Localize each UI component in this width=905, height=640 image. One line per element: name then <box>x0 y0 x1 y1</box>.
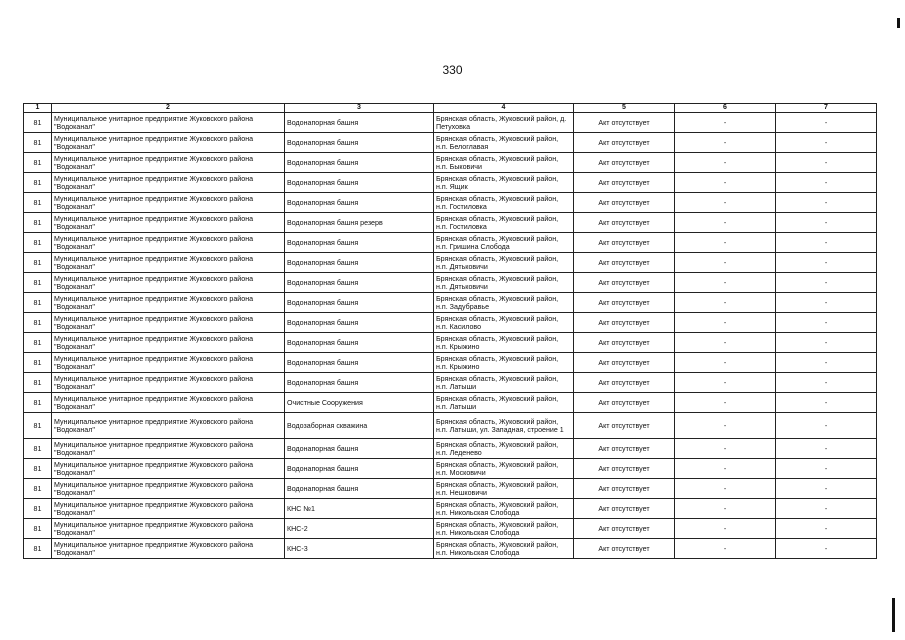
organization-cell: Муниципальное унитарное предприятие Жуковского района "Водоканал" <box>52 273 285 293</box>
row-number-cell: 81 <box>24 373 52 393</box>
act-status-cell: Акт отсутствует <box>574 293 675 313</box>
organization-cell: Муниципальное унитарное предприятие Жуковского района "Водоканал" <box>52 233 285 253</box>
column-7-cell: - <box>776 113 877 133</box>
organization-cell: Муниципальное унитарное предприятие Жуковского района "Водоканал" <box>52 499 285 519</box>
scan-edge-mark <box>897 18 900 28</box>
header-cell: 1 <box>24 104 52 113</box>
organization-cell: Муниципальное унитарное предприятие Жуковского района "Водоканал" <box>52 133 285 153</box>
header-cell: 3 <box>285 104 434 113</box>
column-6-cell: - <box>675 479 776 499</box>
row-number-cell: 81 <box>24 519 52 539</box>
act-status-cell: Акт отсутствует <box>574 333 675 353</box>
row-number-cell: 81 <box>24 193 52 213</box>
address-cell: Брянская область, Жуковский район, н.п. Касилово <box>434 313 574 333</box>
column-7-cell: - <box>776 373 877 393</box>
organization-cell: Муниципальное унитарное предприятие Жуковского района "Водоканал" <box>52 333 285 353</box>
organization-cell: Муниципальное унитарное предприятие Жуковского района "Водоканал" <box>52 193 285 213</box>
row-number-cell: 81 <box>24 413 52 439</box>
act-status-cell: Акт отсутствует <box>574 113 675 133</box>
address-cell: Брянская область, Жуковский район, н.п. Латыши <box>434 393 574 413</box>
object-name-cell: Водонапорная башня <box>285 233 434 253</box>
act-status-cell: Акт отсутствует <box>574 313 675 333</box>
row-number-cell: 81 <box>24 333 52 353</box>
table-row <box>24 213 877 233</box>
address-cell: Брянская область, Жуковский район, н.п. Крыжино <box>434 333 574 353</box>
column-6-cell: - <box>675 459 776 479</box>
column-7-cell: - <box>776 253 877 273</box>
column-6-cell: - <box>675 113 776 133</box>
column-6-cell: - <box>675 393 776 413</box>
column-6-cell: - <box>675 253 776 273</box>
object-name-cell: КНС-3 <box>285 539 434 559</box>
table-row <box>24 253 877 273</box>
column-7-cell: - <box>776 333 877 353</box>
address-cell: Брянская область, Жуковский район, н.п. Латыши <box>434 373 574 393</box>
registry-table <box>23 103 877 559</box>
column-6-cell: - <box>675 333 776 353</box>
object-name-cell: Водонапорная башня <box>285 373 434 393</box>
row-number-cell: 81 <box>24 293 52 313</box>
column-6-cell: - <box>675 233 776 253</box>
organization-cell: Муниципальное унитарное предприятие Жуковского района "Водоканал" <box>52 293 285 313</box>
column-6-cell: - <box>675 193 776 213</box>
column-7-cell: - <box>776 439 877 459</box>
column-6-cell: - <box>675 293 776 313</box>
organization-cell: Муниципальное унитарное предприятие Жуковского района "Водоканал" <box>52 113 285 133</box>
column-7-cell: - <box>776 133 877 153</box>
column-7-cell: - <box>776 413 877 439</box>
object-name-cell: Водонапорная башня <box>285 273 434 293</box>
organization-cell: Муниципальное унитарное предприятие Жуковского района "Водоканал" <box>52 459 285 479</box>
address-cell: Брянская область, Жуковский район, н.п. Ящик <box>434 173 574 193</box>
object-name-cell: Водозаборная скважина <box>285 413 434 439</box>
act-status-cell: Акт отсутствует <box>574 499 675 519</box>
row-number-cell: 81 <box>24 273 52 293</box>
act-status-cell: Акт отсутствует <box>574 213 675 233</box>
column-6-cell: - <box>675 413 776 439</box>
act-status-cell: Акт отсутствует <box>574 539 675 559</box>
column-7-cell: - <box>776 313 877 333</box>
object-name-cell: Водонапорная башня <box>285 253 434 273</box>
row-number-cell: 81 <box>24 313 52 333</box>
table-row <box>24 353 877 373</box>
act-status-cell: Акт отсутствует <box>574 439 675 459</box>
organization-cell: Муниципальное унитарное предприятие Жуковского района "Водоканал" <box>52 253 285 273</box>
act-status-cell: Акт отсутствует <box>574 353 675 373</box>
act-status-cell: Акт отсутствует <box>574 373 675 393</box>
column-6-cell: - <box>675 273 776 293</box>
column-7-cell: - <box>776 173 877 193</box>
scan-edge-mark-bottom <box>892 598 895 632</box>
header-cell: 5 <box>574 104 675 113</box>
column-6-cell: - <box>675 353 776 373</box>
act-status-cell: Акт отсутствует <box>574 273 675 293</box>
object-name-cell: Водонапорная башня <box>285 333 434 353</box>
table-row <box>24 153 877 173</box>
column-7-cell: - <box>776 479 877 499</box>
table-row <box>24 193 877 213</box>
organization-cell: Муниципальное унитарное предприятие Жуковского района "Водоканал" <box>52 479 285 499</box>
address-cell: Брянская область, Жуковский район, н.п. Гостиловка <box>434 193 574 213</box>
table-row <box>24 233 877 253</box>
row-number-cell: 81 <box>24 539 52 559</box>
address-cell: Брянская область, Жуковский район, н.п. Задубравье <box>434 293 574 313</box>
column-6-cell: - <box>675 313 776 333</box>
act-status-cell: Акт отсутствует <box>574 233 675 253</box>
act-status-cell: Акт отсутствует <box>574 173 675 193</box>
address-cell: Брянская область, Жуковский район, н.п. Дятьковичи <box>434 273 574 293</box>
row-number-cell: 81 <box>24 393 52 413</box>
column-7-cell: - <box>776 273 877 293</box>
row-number-cell: 81 <box>24 133 52 153</box>
column-7-cell: - <box>776 193 877 213</box>
organization-cell: Муниципальное унитарное предприятие Жуковского района "Водоканал" <box>52 439 285 459</box>
column-6-cell: - <box>675 153 776 173</box>
row-number-cell: 81 <box>24 459 52 479</box>
row-number-cell: 81 <box>24 213 52 233</box>
object-name-cell: Водонапорная башня <box>285 173 434 193</box>
row-number-cell: 81 <box>24 499 52 519</box>
column-7-cell: - <box>776 393 877 413</box>
object-name-cell: КНС-2 <box>285 519 434 539</box>
act-status-cell: Акт отсутствует <box>574 153 675 173</box>
column-6-cell: - <box>675 133 776 153</box>
object-name-cell: Водонапорная башня <box>285 293 434 313</box>
table-row <box>24 393 877 413</box>
organization-cell: Муниципальное унитарное предприятие Жуковского района "Водоканал" <box>52 539 285 559</box>
organization-cell: Муниципальное унитарное предприятие Жуковского района "Водоканал" <box>52 173 285 193</box>
table-row <box>24 539 877 559</box>
row-number-cell: 81 <box>24 173 52 193</box>
address-cell: Брянская область, Жуковский район, н.п. Быковичи <box>434 153 574 173</box>
row-number-cell: 81 <box>24 153 52 173</box>
address-cell: Брянская область, Жуковский район, н.п. Никольская Слобода <box>434 499 574 519</box>
column-7-cell: - <box>776 539 877 559</box>
object-name-cell: Водонапорная башня <box>285 479 434 499</box>
table-row <box>24 439 877 459</box>
address-cell: Брянская область, Жуковский район, н.п. Никольская Слобода <box>434 519 574 539</box>
column-6-cell: - <box>675 213 776 233</box>
table-row <box>24 133 877 153</box>
act-status-cell: Акт отсутствует <box>574 253 675 273</box>
row-number-cell: 81 <box>24 439 52 459</box>
address-cell: Брянская область, Жуковский район, н.п. Гришина Слобода <box>434 233 574 253</box>
column-7-cell: - <box>776 233 877 253</box>
table-row <box>24 519 877 539</box>
table-row <box>24 173 877 193</box>
column-7-cell: - <box>776 519 877 539</box>
object-name-cell: КНС №1 <box>285 499 434 519</box>
table-row <box>24 113 877 133</box>
address-cell: Брянская область, Жуковский район, н.п. Московичи <box>434 459 574 479</box>
column-6-cell: - <box>675 173 776 193</box>
act-status-cell: Акт отсутствует <box>574 519 675 539</box>
act-status-cell: Акт отсутствует <box>574 393 675 413</box>
organization-cell: Муниципальное унитарное предприятие Жуковского района "Водоканал" <box>52 373 285 393</box>
address-cell: Брянская область, Жуковский район, н.п. Леденево <box>434 439 574 459</box>
column-7-cell: - <box>776 499 877 519</box>
column-7-cell: - <box>776 293 877 313</box>
column-6-cell: - <box>675 539 776 559</box>
object-name-cell: Очистные Сооружения <box>285 393 434 413</box>
table-row <box>24 293 877 313</box>
column-7-cell: - <box>776 213 877 233</box>
table-body <box>24 104 877 559</box>
act-status-cell: Акт отсутствует <box>574 193 675 213</box>
column-6-cell: - <box>675 499 776 519</box>
organization-cell: Муниципальное унитарное предприятие Жуковского района "Водоканал" <box>52 393 285 413</box>
column-6-cell: - <box>675 439 776 459</box>
organization-cell: Муниципальное унитарное предприятие Жуковского района "Водоканал" <box>52 313 285 333</box>
object-name-cell: Водонапорная башня <box>285 153 434 173</box>
header-cell: 6 <box>675 104 776 113</box>
object-name-cell: Водонапорная башня <box>285 193 434 213</box>
address-cell: Брянская область, Жуковский район, н.п. Гостиловка <box>434 213 574 233</box>
table-row <box>24 413 877 439</box>
column-7-cell: - <box>776 153 877 173</box>
object-name-cell: Водонапорная башня <box>285 439 434 459</box>
table-row <box>24 373 877 393</box>
table-row <box>24 459 877 479</box>
object-name-cell: Водонапорная башня <box>285 113 434 133</box>
table-row <box>24 333 877 353</box>
act-status-cell: Акт отсутствует <box>574 133 675 153</box>
address-cell: Брянская область, Жуковский район, н.п. Латыши, ул. Западная, строение 1 <box>434 413 574 439</box>
row-number-cell: 81 <box>24 353 52 373</box>
object-name-cell: Водонапорная башня резерв <box>285 213 434 233</box>
column-6-cell: - <box>675 373 776 393</box>
act-status-cell: Акт отсутствует <box>574 479 675 499</box>
table-row <box>24 479 877 499</box>
organization-cell: Муниципальное унитарное предприятие Жуковского района "Водоканал" <box>52 413 285 439</box>
column-7-cell: - <box>776 353 877 373</box>
row-number-cell: 81 <box>24 233 52 253</box>
organization-cell: Муниципальное унитарное предприятие Жуковского района "Водоканал" <box>52 213 285 233</box>
header-cell: 2 <box>52 104 285 113</box>
organization-cell: Муниципальное унитарное предприятие Жуковского района "Водоканал" <box>52 153 285 173</box>
organization-cell: Муниципальное унитарное предприятие Жуковского района "Водоканал" <box>52 519 285 539</box>
row-number-cell: 81 <box>24 253 52 273</box>
table-row <box>24 273 877 293</box>
address-cell: Брянская область, Жуковский район, н.п. Никольская Слобода <box>434 539 574 559</box>
object-name-cell: Водонапорная башня <box>285 353 434 373</box>
page-number: 330 <box>442 63 463 77</box>
address-cell: Брянская область, Жуковский район, н.п. Дятьковичи <box>434 253 574 273</box>
object-name-cell: Водонапорная башня <box>285 313 434 333</box>
address-cell: Брянская область, Жуковский район, н.п. Белоглавая <box>434 133 574 153</box>
row-number-cell: 81 <box>24 113 52 133</box>
object-name-cell: Водонапорная башня <box>285 133 434 153</box>
table-row <box>24 499 877 519</box>
header-cell: 4 <box>434 104 574 113</box>
act-status-cell: Акт отсутствует <box>574 459 675 479</box>
header-cell: 7 <box>776 104 877 113</box>
table-row <box>24 313 877 333</box>
row-number-cell: 81 <box>24 479 52 499</box>
address-cell: Брянская область, Жуковский район, н.п. Нешковичи <box>434 479 574 499</box>
column-7-cell: - <box>776 459 877 479</box>
address-cell: Брянская область, Жуковский район, д. Петуховка <box>434 113 574 133</box>
act-status-cell: Акт отсутствует <box>574 413 675 439</box>
column-6-cell: - <box>675 519 776 539</box>
address-cell: Брянская область, Жуковский район, н.п. Крыжино <box>434 353 574 373</box>
object-name-cell: Водонапорная башня <box>285 459 434 479</box>
organization-cell: Муниципальное унитарное предприятие Жуковского района "Водоканал" <box>52 353 285 373</box>
table-header-row <box>24 104 877 113</box>
